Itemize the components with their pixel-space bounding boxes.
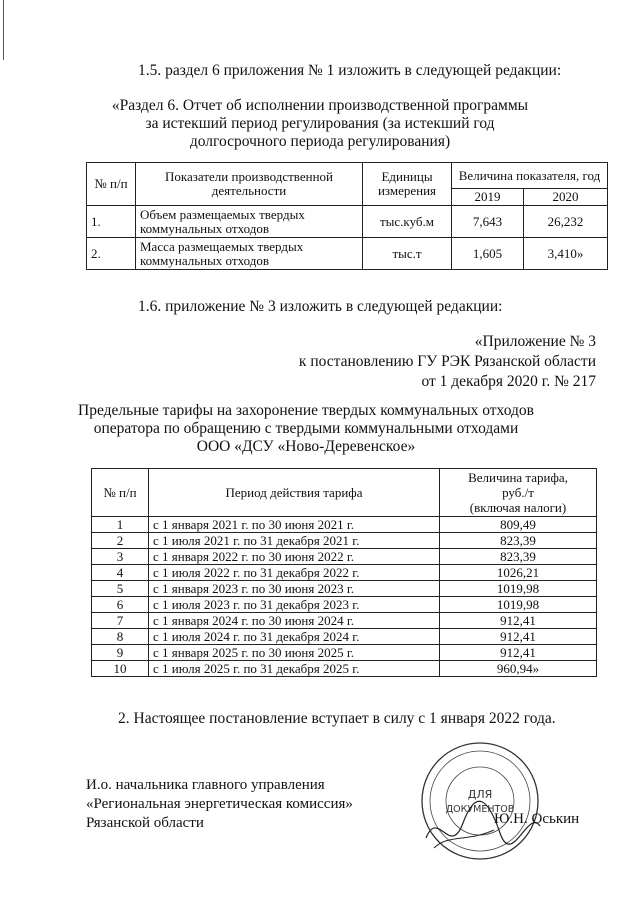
tariff-title-line: оператора по обращению с твердыми коммунальными отходами [93,420,519,437]
cell-period: с 1 января 2023 г. по 30 июня 2023 г. [149,581,440,597]
cell-num: 3 [92,549,149,565]
table-row [92,517,597,533]
appendix-line: к постановлению ГУ РЭК Рязанской области [298,353,596,370]
cell-value: 3,410» [523,238,607,270]
tariff-title-line: Предельные тарифы на захоронение твердых коммунальных отходов [78,402,534,419]
section6-title-line: долгосрочного периода регулирования) [189,133,451,150]
th-value: Величина показателя, год [452,163,608,189]
cell-num: 7 [92,613,149,629]
th-value-line: Величина тарифа, [468,470,568,485]
th-year-2020: 2020 [523,189,607,206]
section-1-6: 1.6. приложение № 3 изложить в следующей редакции: [138,298,503,315]
table-row [92,533,597,549]
cell-num: 8 [92,629,149,645]
appendix-header [299,332,596,392]
cell-num: 4 [92,565,149,581]
tariff-title-line: ООО «ДСУ «Ново-Деревенское» [196,438,416,455]
cell-period: с 1 января 2022 г. по 30 июня 2022 г. [149,549,440,565]
cell-num: 9 [92,645,149,661]
table-row [92,581,597,597]
section6-title-line: за истекший период регулирования (за истекший год [145,115,495,132]
cell-indicator: Масса размещаемых твердых коммунальных отходов [136,238,363,270]
cell-num: 1 [92,517,149,533]
cell-value: 960,94» [440,661,597,677]
table-row [92,661,597,677]
signature-position-line: И.о. начальника главного управления [86,777,325,793]
cell-value: 1026,21 [440,565,597,581]
cell-period: с 1 января 2021 г. по 30 июня 2021 г. [149,517,440,533]
margin-rule [3,0,4,60]
th-num: № п/п [92,469,149,517]
item-2: 2. Настоящее постановление вступает в силу с 1 января 2022 года. [118,710,556,727]
cell-indicator: Объем размещаемых твердых коммунальных отходов [136,206,363,238]
appendix-line: «Приложение № 3 [474,333,596,350]
tariff-title [0,402,626,456]
seal-line: ДЛЯ [467,788,493,801]
table-row [87,238,608,270]
cell-period: с 1 июля 2022 г. по 31 декабря 2022 г. [149,565,440,581]
cell-unit: тыс.т [363,238,452,270]
cell-value: 26,232 [523,206,607,238]
cell-num: 5 [92,581,149,597]
cell-value: 7,643 [452,206,524,238]
cell-value: 912,41 [440,613,597,629]
appendix-line: от 1 декабря 2020 г. № 217 [421,373,596,390]
cell-period: с 1 января 2025 г. по 30 июня 2025 г. [149,645,440,661]
table-row [92,565,597,581]
cell-value: 823,39 [440,549,597,565]
table-row [92,613,597,629]
signature-position-line: «Региональная энергетическая комиссия» [86,796,353,812]
table-row [92,597,597,613]
th-value-line: руб./т [502,485,534,500]
cell-value: 1019,98 [440,581,597,597]
th-value-line: (включая налоги) [469,500,567,515]
cell-period: с 1 июля 2024 г. по 31 декабря 2024 г. [149,629,440,645]
th-period: Период действия тарифа [149,469,440,517]
cell-period: с 1 июля 2023 г. по 31 декабря 2023 г. [149,597,440,613]
section6-title [0,97,640,151]
table-row [92,629,597,645]
cell-num: 6 [92,597,149,613]
signature-position [86,776,353,833]
th-unit: Единицы измерения [363,163,452,206]
section-1-5: 1.5. раздел 6 приложения № 1 изложить в следующей редакции: [138,62,562,79]
th-value [440,469,597,517]
cell-value: 912,41 [440,645,597,661]
cell-period: с 1 января 2024 г. по 30 июня 2024 г. [149,613,440,629]
cell-value: 1019,98 [440,597,597,613]
table-row [92,549,597,565]
cell-value: 1,605 [452,238,524,270]
th-num: № п/п [87,163,136,206]
table-row [87,206,608,238]
seal-line: ДОКУМЕНТОВ [445,804,515,815]
section6-title-line: «Раздел 6. Отчет об исполнении производственной программы [111,97,529,114]
cell-num: 1. [87,206,136,238]
th-indicator: Показатели производственной деятельности [136,163,363,206]
cell-num: 10 [92,661,149,677]
cell-value: 912,41 [440,629,597,645]
cell-period: с 1 июля 2025 г. по 31 декабря 2025 г. [149,661,440,677]
production-table [86,162,608,270]
tariff-table [91,468,597,677]
cell-num: 2. [87,238,136,270]
signatory-name: Ю.Н. Оськин [494,811,580,827]
table-row [92,645,597,661]
cell-num: 2 [92,533,149,549]
cell-period: с 1 июля 2021 г. по 31 декабря 2021 г. [149,533,440,549]
cell-value: 809,49 [440,517,597,533]
signature-position-line: Рязанской области [86,815,204,831]
cell-value: 823,39 [440,533,597,549]
cell-unit: тыс.куб.м [363,206,452,238]
th-year-2019: 2019 [452,189,524,206]
official-seal [408,738,558,868]
